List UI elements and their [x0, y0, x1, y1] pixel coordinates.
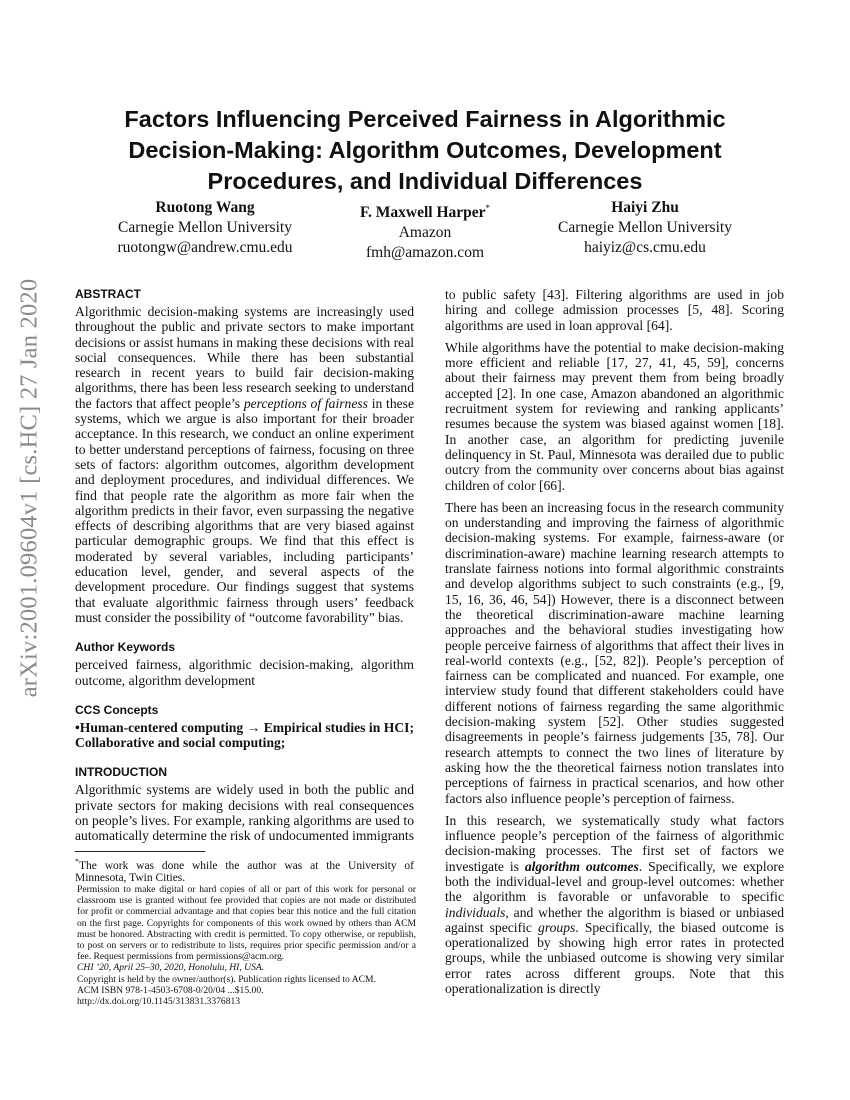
intro-paragraph-4 [445, 813, 784, 997]
paragraph-text: In this research, we systematically study what factors influence people’s perception of the fairness of algorithmic decision-making processes. The first set of factors we investigate is [445, 812, 784, 874]
isbn: ACM ISBN 978-1-4503-6708-0/20/04 ...$15.00. [77, 984, 264, 996]
author-affiliation: Amazon [398, 224, 452, 242]
intro-paragraph-2: While algorithms have the potential to make decision-making more efficient and reliable [17, 27, 41, 45, 59], concerns about their fairness may prevent them from being broadly accepted [2]. In one case, Amazon abandoned an algorithmic recruitment system for reviewing and ranking applicants’ resumes because the system was biased against women [18]. In another case, an algorithm for predicting juvenile delinquency in St. Paul, Minnesota was derailed due to public outcry from the community over concerns about bias against children of color [66]. [445, 339, 784, 493]
doi-link[interactable]: http://dx.doi.org/10.1145/313831.3376813 [77, 996, 241, 1008]
author-affiliation: Carnegie Mellon University [118, 219, 292, 236]
intro-paragraph-1: to public safety [43]. Filtering algorithms are used in job hiring and college admission processes [5, 48]. Scoring algorithms are used in loan approval [64]. [445, 287, 784, 333]
author-name: F. Maxwell Harper [359, 204, 486, 222]
arxiv-identifier[interactable]: arXiv:2001.09604v1 [cs.HC] 27 Jan 2020 [15, 278, 43, 697]
footnote-text: The work was done while the author was at the University of Minnesota, Twin Cities. [75, 859, 414, 885]
author-name: Ruotong Wang [155, 199, 255, 216]
paragraph-text: . Specifically, the biased outcome is operationalized by showing high error rates in protected groups, while the unbiased outcome is showing very similar error rates across different groups. Note that this operationalization is directly [445, 919, 784, 997]
author-email[interactable]: ruotongw@andrew.cmu.edu [117, 239, 293, 256]
abstract-text-part: Algorithmic decision-making systems are increasingly used throughout the public and private sectors to make important decisions or assist humans in making these decisions with real social consequences. While there has been substantial research in recent years to build fair decision-making algorithms, there has been less research seeking to understand the factors that affect people’s [75, 304, 414, 411]
paragraph-text: . Specifically, we explore both the individual-level and group-level outcomes: whether the algorithm is favorable or unfavorable to specific [445, 858, 784, 905]
paper-title: Factors Influencing Perceived Fairness in Algorithmic Decision-Making: Algorithm Outcomes, Development Procedures, and Individual Differences [124, 106, 726, 194]
author-footnote [75, 855, 414, 886]
author-affiliation: Carnegie Mellon University [558, 219, 732, 236]
permission-notice: Permission to make digital or hard copies of all or part of this work for personal or classroom use is granted without fee provided that copies are not made or distributed for profit or commercial advantage and that copies bear this notice and the full citation on the first page. Copyrights for components of this work owned by others than ACM must be honored. Abstracting with credit is permitted. To copy otherwise, or republish, to post on servers or to redistribute to lists, requires prior specific permission and/or a fee. Request permissions from permissions@acm.org. [77, 884, 416, 963]
author-2 [295, 198, 555, 263]
emphasis-text: algorithm outcomes [524, 858, 639, 874]
left-column [75, 287, 414, 892]
abstract-heading: ABSTRACT [75, 287, 141, 301]
paragraph-text: , and whether the algorithm is biased or unbiased against specific [445, 904, 784, 935]
copyright-block [77, 884, 416, 1007]
author-email[interactable]: haiyiz@cs.cmu.edu [584, 239, 706, 256]
keywords-heading: Author Keywords [75, 640, 176, 655]
emphasis-text: individuals [445, 904, 506, 920]
conference-venue: CHI ’20, April 25–30, 2020, Honolulu, HI, USA. [77, 962, 265, 974]
copyright-notice: Copyright is held by the owner/author(s). Publication rights licensed to ACM. [77, 973, 376, 985]
footnote-divider [75, 851, 205, 852]
footnote-mark[interactable]: * [485, 203, 491, 213]
arxiv-sidebar [4, 278, 54, 697]
author-name: Haiyi Zhu [611, 199, 679, 216]
emphasis-text: groups [538, 919, 576, 935]
abstract-text [75, 304, 414, 625]
keywords-text: perceived fairness, algorithmic decision-making, algorithm outcome, algorithm development [75, 657, 414, 688]
author-3 [520, 198, 770, 258]
author-email[interactable]: fmh@amazon.com [366, 244, 484, 262]
abstract-emphasis: perceptions of fairness [243, 395, 368, 411]
introduction-text: Algorithmic systems are widely used in both the public and private sectors for making decisions with real consequences on people’s lives. For example, ranking algorithms are used to automatically determine the risk of undocumented immigrants [75, 782, 414, 844]
footnote-mark: * [75, 856, 79, 866]
author-1 [80, 198, 330, 258]
abstract-text-part: in these systems, which we argue is also important for their broader acceptance. In this research, we conduct an online experiment to better understand perceptions of fairness, focusing on three sets of factors: algorithm outcomes, algorithm development and deployment procedures, and individual differences. We find that people rate the algorithm as more fair when the algorithm predicts in their favor, even surpassing the negative effects of describing algorithms that are very biased against particular demographic groups. We find that this effect is moderated by several variables, including participants’ education level, gender, and several aspects of the development procedure. Our findings suggest that systems that evaluate algorithmic fairness through users’ feedback must consider the possibility of “outcome favorability” bias. [75, 395, 414, 625]
ccs-text: •Human-centered computing → Empirical studies in HCI; Collaborative and social computing; [75, 719, 414, 751]
introduction-heading: INTRODUCTION [75, 765, 167, 780]
right-column [445, 287, 784, 1003]
ccs-heading: CCS Concepts [75, 702, 159, 717]
author-block [80, 198, 770, 262]
intro-paragraph-3: There has been an increasing focus in the research community on understanding and improving the fairness of algorithmic decision-making systems. For example, fairness-aware (or discrimination-aware) machine learning research attempts to translate fairness notions into formal algorithmic constraints and develop algorithms subject to such constraints (e.g., [9, 15, 16, 36, 46, 54]) However, there is a disconnect between the theoretical discrimination-aware machine learning approaches and the behavioral studies investigating how people perceive fairness of algorithms that affect their lives in real-world contexts (e.g., [52, 82]). People’s perception of fairness can be complicated and nuanced. For example, one interview study found that different stakeholders could have different notions of fairness regarding the same algorithmic decision-making system [52]. Other studies suggested disagreements in people’s fairness judgements [35, 78]. Our research attempts to connect the two lines of literature by asking how the the theoretical fairness notion translates into perceptions of fairness in practical scenarios, and how other factors also influence people’s perception of fairness. [445, 499, 784, 806]
